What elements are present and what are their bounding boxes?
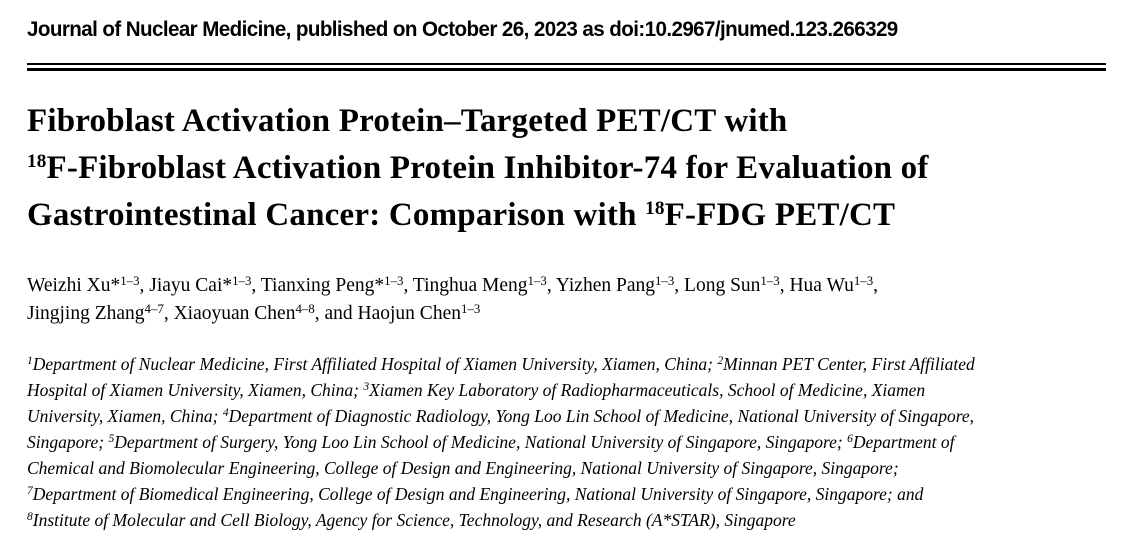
affiliation-line: Singapore; $^5$Department of Surgery, Yong Loo Lin School of Medicine, National University of Singapore, Singapore; $^6$Department of bbox=[27, 432, 955, 452]
authors-line: Weizhi Xu*$^{1-3}$, Jiayu Cai*$^{1-3}$, Tianxing Peng*$^{1-3}$, Tinghua Meng$^{1-3}$, Yizhen Pang$^{1-3}$, Long Sun$^{1-3}$, Hua Wu$^{1-3}$, bbox=[27, 273, 879, 296]
affiliation-line: University, Xiamen, China; $^4$Department of Diagnostic Radiology, Yong Loo Lin School of Medicine, National University of Singapore, bbox=[27, 406, 975, 426]
author-list bbox=[27, 272, 1106, 328]
journal-header-line: Journal of Nuclear Medicine, published on October 26, 2023 as doi:10.2967/jnumed.123.266329 bbox=[27, 18, 898, 41]
affiliation-list bbox=[27, 351, 1106, 533]
affiliation-line: $^8$Institute of Molecular and Cell Biology, Agency for Science, Technology, and Research (A*STAR), Singapore bbox=[27, 510, 796, 530]
title-line: Gastrointestinal Cancer: Comparison with $^{18}$F-FDG PET/CT bbox=[27, 197, 896, 233]
rule-bottom-line bbox=[27, 68, 1106, 71]
article-title bbox=[27, 98, 1106, 239]
affiliation-line: Chemical and Biomolecular Engineering, College of Design and Engineering, National University of Singapore, Singapore; bbox=[27, 458, 899, 478]
affiliation-line: $^1$Department of Nuclear Medicine, First Affiliated Hospital of Xiamen University, Xiamen, China; $^2$Minnan PET Center, First Affiliated bbox=[27, 354, 975, 374]
authors-line: Jingjing Zhang$^{4-7}$, Xiaoyuan Chen$^{4-8}$, and Haojun Chen$^{1-3}$ bbox=[27, 301, 481, 324]
affiliation-line: Hospital of Xiamen University, Xiamen, China; $^3$Xiamen Key Laboratory of Radiopharmaceuticals, School of Medicine, Xiamen bbox=[27, 380, 926, 400]
affiliation-line: $^7$Department of Biomedical Engineering, College of Design and Engineering, National University of Singapore, Singapore; and bbox=[27, 484, 924, 504]
title-line: Fibroblast Activation Protein–Targeted PET/CT with bbox=[27, 103, 788, 139]
title-line: $^{18}$F-Fibroblast Activation Protein Inhibitor-74 for Evaluation of bbox=[27, 150, 929, 186]
double-rule bbox=[27, 63, 1106, 71]
